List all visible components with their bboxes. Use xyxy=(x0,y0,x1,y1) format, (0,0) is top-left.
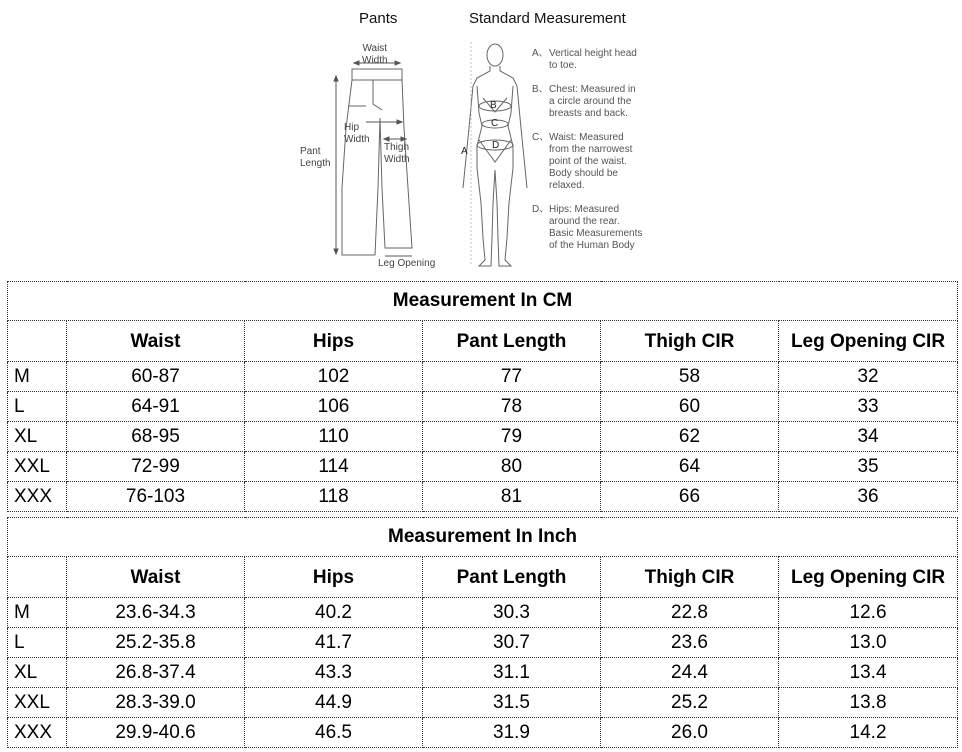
table-row xyxy=(8,628,958,658)
table-cell: 72-99 xyxy=(67,452,245,482)
table-cell: 25.2-35.8 xyxy=(67,628,245,658)
pant-length-label: Pant Length xyxy=(300,146,331,169)
table-header-row xyxy=(8,321,958,362)
table-row xyxy=(8,452,958,482)
table-cell: 23.6-34.3 xyxy=(67,598,245,628)
note-b: B、 Chest: Measured in a circle around the breasts and back. xyxy=(532,84,636,119)
header-cell: Pant Length xyxy=(423,321,601,362)
table-cell: 13.8 xyxy=(779,688,958,718)
header-cell xyxy=(8,557,67,598)
table-cell: 29.9-40.6 xyxy=(67,718,245,748)
table-cell: 58 xyxy=(601,362,779,392)
marker-d: D xyxy=(492,140,500,151)
table-cell: 31.5 xyxy=(423,688,601,718)
size-cell: L xyxy=(8,392,67,422)
table-cell: 60 xyxy=(601,392,779,422)
table-row xyxy=(8,688,958,718)
size-cell: M xyxy=(8,362,67,392)
size-cell: XXX xyxy=(8,718,67,748)
table-row xyxy=(8,392,958,422)
table-cell: 60-87 xyxy=(67,362,245,392)
size-table-cm xyxy=(7,281,958,512)
size-cell: L xyxy=(8,628,67,658)
table-cell: 40.2 xyxy=(245,598,423,628)
measurement-diagram xyxy=(0,0,962,282)
header-cell: Pant Length xyxy=(423,557,601,598)
table-cell: 35 xyxy=(779,452,958,482)
hip-width-label: Hip Width xyxy=(344,122,370,145)
table-cell: 34 xyxy=(779,422,958,452)
table-cell: 25.2 xyxy=(601,688,779,718)
table-cell: 33 xyxy=(779,392,958,422)
leg-opening-label: Leg Opening xyxy=(378,258,436,269)
waist-width-label: Waist Width xyxy=(362,43,388,66)
marker-c: C xyxy=(491,118,499,129)
table-cell: 23.6 xyxy=(601,628,779,658)
note-a: A、 Vertical height head to toe. xyxy=(532,48,637,71)
table-cell: 41.7 xyxy=(245,628,423,658)
table-cell: 62 xyxy=(601,422,779,452)
table-cell: 28.3-39.0 xyxy=(67,688,245,718)
table-title: Measurement In Inch xyxy=(8,518,958,557)
size-cell: M xyxy=(8,598,67,628)
table-row xyxy=(8,718,958,748)
table-cell: 78 xyxy=(423,392,601,422)
table-cell: 32 xyxy=(779,362,958,392)
table-cell: 13.0 xyxy=(779,628,958,658)
table-cell: 22.8 xyxy=(601,598,779,628)
table-cell: 31.9 xyxy=(423,718,601,748)
table-cell: 30.3 xyxy=(423,598,601,628)
table-cell: 26.0 xyxy=(601,718,779,748)
size-cell: XL xyxy=(8,422,67,452)
header-cell: Waist xyxy=(67,557,245,598)
table-row xyxy=(8,598,958,628)
header-cell: Thigh CIR xyxy=(601,321,779,362)
size-cell: XXL xyxy=(8,688,67,718)
table-cell: 13.4 xyxy=(779,658,958,688)
header-cell: Leg Opening CIR xyxy=(779,557,958,598)
table-row xyxy=(8,422,958,452)
table-cell: 31.1 xyxy=(423,658,601,688)
pants-title: Pants xyxy=(359,10,398,27)
table-row xyxy=(8,658,958,688)
table-cell: 36 xyxy=(779,482,958,512)
table-cell: 68-95 xyxy=(67,422,245,452)
note-d: D、 Hips: Measured around the rear. Basic Measurements of the Human Body xyxy=(532,204,643,251)
size-cell: XXX xyxy=(8,482,67,512)
header-cell: Waist xyxy=(67,321,245,362)
table-cell: 14.2 xyxy=(779,718,958,748)
marker-a: A xyxy=(461,146,468,157)
header-cell: Hips xyxy=(245,557,423,598)
standard-measurement-title: Standard Measurement xyxy=(469,10,626,27)
table-cell: 114 xyxy=(245,452,423,482)
thigh-width-label: Thigh Width xyxy=(384,142,410,165)
note-c: C、 Waist: Measured from the narrowest point of the waist. Body should be relaxed. xyxy=(532,132,633,191)
table-cell: 64 xyxy=(601,452,779,482)
header-cell xyxy=(8,321,67,362)
table-cell: 64-91 xyxy=(67,392,245,422)
table-row xyxy=(8,482,958,512)
table-row xyxy=(8,362,958,392)
table-cell: 43.3 xyxy=(245,658,423,688)
table-cell: 110 xyxy=(245,422,423,452)
table-cell: 77 xyxy=(423,362,601,392)
table-cell: 79 xyxy=(423,422,601,452)
table-cell: 76-103 xyxy=(67,482,245,512)
table-cell: 80 xyxy=(423,452,601,482)
size-cell: XXL xyxy=(8,452,67,482)
table-cell: 26.8-37.4 xyxy=(67,658,245,688)
header-cell: Hips xyxy=(245,321,423,362)
table-cell: 66 xyxy=(601,482,779,512)
table-title: Measurement In CM xyxy=(8,282,958,321)
marker-b: B xyxy=(490,100,497,111)
table-cell: 24.4 xyxy=(601,658,779,688)
table-cell: 102 xyxy=(245,362,423,392)
table-cell: 12.6 xyxy=(779,598,958,628)
table-header-row xyxy=(8,557,958,598)
table-cell: 46.5 xyxy=(245,718,423,748)
table-cell: 106 xyxy=(245,392,423,422)
table-cell: 30.7 xyxy=(423,628,601,658)
table-cell: 118 xyxy=(245,482,423,512)
table-cell: 44.9 xyxy=(245,688,423,718)
table-cell: 81 xyxy=(423,482,601,512)
header-cell: Leg Opening CIR xyxy=(779,321,958,362)
header-cell: Thigh CIR xyxy=(601,557,779,598)
size-table-inch xyxy=(7,517,958,748)
size-cell: XL xyxy=(8,658,67,688)
